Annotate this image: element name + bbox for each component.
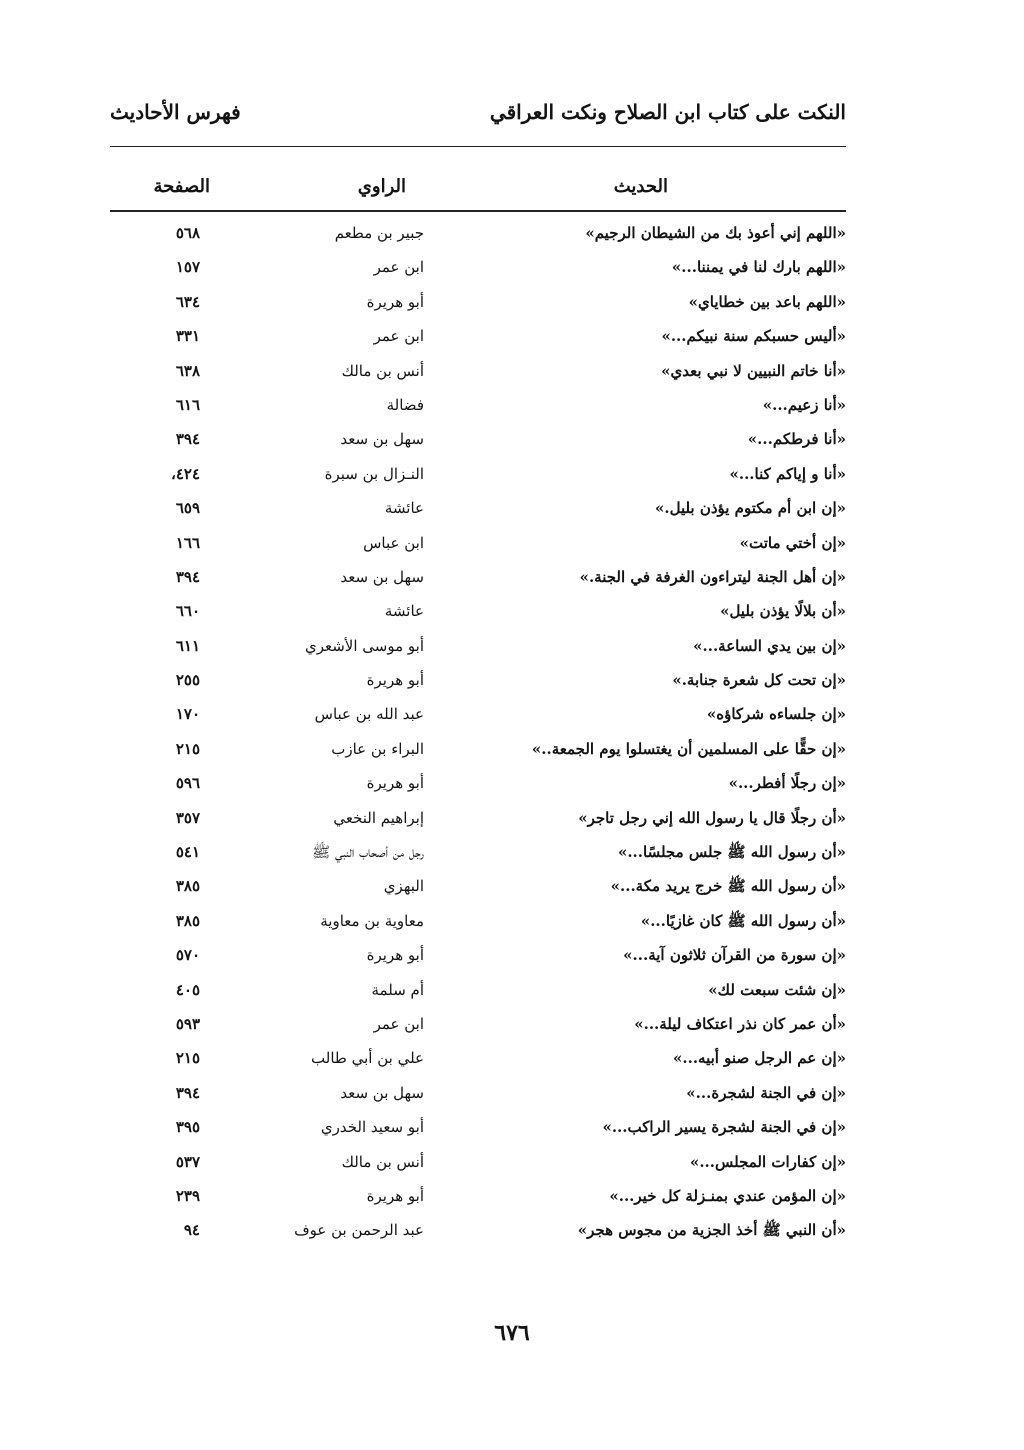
hadith-text: «أنا خاتم النبيين لا نبي بعدي» <box>661 361 846 380</box>
hadith-text: «اللهم باعد بين خطاياي» <box>688 292 846 311</box>
narrator-name: أبو هريرة <box>366 946 424 965</box>
narrator-name: رجل من أصحاب النبي ﷺ <box>312 843 424 862</box>
table-row <box>110 1041 846 1075</box>
hadith-text: «إن عم الرجل صنو أبيه...» <box>673 1049 846 1068</box>
narrator-name: أنس بن مالك <box>341 1152 424 1171</box>
table-row <box>110 216 846 250</box>
hadith-text: «أن رسول الله ﷺ كان غازيًا...» <box>640 911 846 930</box>
hadith-text: «أنا فرطكم...» <box>747 430 846 449</box>
page-ref: ٦١٦ <box>175 395 200 414</box>
narrator-name: ابن عمر <box>373 1014 424 1033</box>
column-headers <box>110 172 846 212</box>
hadith-text: «إن حقًّا على المسلمين أن يغتسلوا يوم الجمعة..» <box>531 739 846 758</box>
table-row <box>110 526 846 560</box>
page-ref: ٦١١ <box>175 636 200 655</box>
table-row <box>110 1213 846 1247</box>
hadith-text: «أن بلالًا يؤذن بليل» <box>720 602 846 621</box>
narrator-name: ابن عباس <box>363 533 424 552</box>
table-row <box>110 766 846 800</box>
page-ref: ٤٠٥ <box>175 980 200 999</box>
page-ref: ٦٥٩ <box>175 499 200 518</box>
table-row <box>110 732 846 766</box>
table-row <box>110 869 846 903</box>
narrator-name: عبد الرحمن بن عوف <box>294 1221 424 1240</box>
table-row <box>110 388 846 422</box>
narrator-name: فضالة <box>386 395 424 414</box>
hadith-text: «أن رسول الله ﷺ خرج يريد مكة...» <box>610 877 846 896</box>
table-row <box>110 904 846 938</box>
hadith-text: «أنا و إياكم كنا...» <box>729 464 846 483</box>
hadith-text: «إن أهل الجنة ليتراءون الغرفة في الجنة.» <box>579 567 846 586</box>
table-row <box>110 1179 846 1213</box>
narrator-name: أبو هريرة <box>366 292 424 311</box>
page-ref: ٤٢٤، <box>170 464 200 483</box>
page-ref: ٣٩٤ <box>175 567 200 586</box>
page-ref: ٢٣٩ <box>175 1186 200 1205</box>
page-ref: ١٧٠ <box>175 705 200 724</box>
table-row <box>110 801 846 835</box>
column-header-hadith: الحديث <box>613 176 668 197</box>
page-ref: ٦٦٠ <box>175 602 200 621</box>
narrator-name: علي بن أبي طالب <box>311 1049 424 1068</box>
hadith-text: «إن كفارات المجلس...» <box>689 1152 846 1171</box>
page-ref: ٥٣٧ <box>175 1152 200 1171</box>
table-row <box>110 629 846 663</box>
table-row <box>110 457 846 491</box>
hadith-text: «إن بين يدي الساعة...» <box>693 636 846 655</box>
table-row <box>110 1007 846 1041</box>
section-title: فهرس الأحاديث <box>110 100 241 124</box>
book-title: النكت على كتاب ابن الصلاح ونكت العراقي <box>489 100 846 124</box>
page-ref: ٥٧٠ <box>175 946 200 965</box>
narrator-name: إبراهيم النخعي <box>333 808 424 827</box>
page-ref: ٦٣٤ <box>175 292 200 311</box>
table-row <box>110 697 846 731</box>
narrator-name: عبد الله بن عباس <box>314 705 424 724</box>
hadith-text: «إن المؤمن عندي بمنـزلة كل خير...» <box>609 1186 846 1205</box>
narrator-name: عائشة <box>384 602 424 621</box>
table-row <box>110 560 846 594</box>
narrator-name: النـزال بن سبرة <box>324 464 424 483</box>
page-ref: ٣٩٤ <box>175 430 200 449</box>
hadith-text: «أن رجلًا قال يا رسول الله إني رجل تاجر» <box>578 808 846 827</box>
hadith-text: «إن أختي ماتت» <box>739 533 846 552</box>
header-divider <box>110 146 846 147</box>
running-header <box>110 100 846 140</box>
table-row <box>110 491 846 525</box>
page-ref: ٣٣١ <box>175 327 200 346</box>
hadith-text: «إن في الجنة لشجرة...» <box>686 1083 846 1102</box>
table-row <box>110 285 846 319</box>
page-ref: ٣٨٥ <box>175 877 200 896</box>
hadith-text: «إن رجلًا أفطر...» <box>728 774 846 793</box>
narrator-name: سهل بن سعد <box>340 430 424 449</box>
narrator-name: أبو هريرة <box>366 671 424 690</box>
page-ref: ٥٤١ <box>175 843 200 862</box>
hadith-text: «أن عمر كان نذر اعتكاف ليلة...» <box>634 1014 846 1033</box>
hadith-text: «إن في الجنة لشجرة يسير الراكب...» <box>602 1118 846 1137</box>
narrator-name: معاوية بن معاوية <box>320 911 424 930</box>
narrator-name: أبو سعيد الخدري <box>320 1118 424 1137</box>
hadith-text: «أن النبي ﷺ أخذ الجزية من مجوس هجر» <box>577 1221 846 1240</box>
page-ref: ٦٣٨ <box>175 361 200 380</box>
page-ref: ٥٩٣ <box>175 1014 200 1033</box>
page-number: ٦٧٦ <box>494 1320 530 1346</box>
narrator-name: ابن عمر <box>373 258 424 277</box>
hadith-text: «إن تحت كل شعرة جنابة.» <box>672 671 846 690</box>
index-rows <box>110 216 846 1248</box>
hadith-text: «إن ابن أم مكتوم يؤذن بليل.» <box>654 499 846 518</box>
hadith-text: «إن سورة من القرآن ثلاثون آية...» <box>623 946 846 965</box>
narrator-name: أبو موسى الأشعري <box>304 636 424 655</box>
narrator-name: ابن عمر <box>373 327 424 346</box>
narrator-name: سهل بن سعد <box>340 1083 424 1102</box>
table-row <box>110 938 846 972</box>
page-ref: ٣٨٥ <box>175 911 200 930</box>
table-row <box>110 1145 846 1179</box>
page-ref: ٢١٥ <box>175 1049 200 1068</box>
page-ref: ١٦٦ <box>175 533 200 552</box>
narrator-name: أبو هريرة <box>366 774 424 793</box>
table-row <box>110 354 846 388</box>
hadith-text: «إن جلساءه شركاؤه» <box>706 705 846 724</box>
page-ref: ١٥٧ <box>175 258 200 277</box>
narrator-name: سهل بن سعد <box>340 567 424 586</box>
narrator-name: أنس بن مالك <box>341 361 424 380</box>
hadith-text: «أليس حسبكم سنة نبيكم...» <box>661 327 846 346</box>
narrator-name: جبير بن مطعم <box>334 224 424 242</box>
page-ref: ٣٥٧ <box>175 808 200 827</box>
hadith-text: «أن رسول الله ﷺ جلس مجلسًا...» <box>617 843 846 862</box>
page-ref: ٥٩٦ <box>175 774 200 793</box>
narrator-name: البهزي <box>383 877 424 896</box>
page-ref: ٩٤ <box>183 1221 200 1240</box>
column-header-page: الصفحة <box>153 176 210 197</box>
table-row <box>110 250 846 284</box>
hadith-text: «أنا زعيم...» <box>762 395 846 414</box>
hadith-text: «اللهم إني أعوذ بك من الشيطان الرجيم» <box>585 224 846 242</box>
page-ref: ٢١٥ <box>175 739 200 758</box>
narrator-name: أبو هريرة <box>366 1186 424 1205</box>
narrator-name: البراء بن عازب <box>331 739 424 758</box>
page-ref: ٥٦٨ <box>175 224 200 242</box>
table-row <box>110 973 846 1007</box>
table-row <box>110 1076 846 1110</box>
page-ref: ٢٥٥ <box>175 671 200 690</box>
table-row <box>110 663 846 697</box>
hadith-text: «اللهم بارك لنا في يمننا...» <box>671 258 846 277</box>
narrator-name: أم سلمة <box>371 980 424 999</box>
page-ref: ٣٩٤ <box>175 1083 200 1102</box>
hadith-index-table <box>110 172 846 1248</box>
table-row <box>110 422 846 456</box>
table-row <box>110 319 846 353</box>
table-row <box>110 835 846 869</box>
page-ref: ٣٩٥ <box>175 1118 200 1137</box>
narrator-name: عائشة <box>384 499 424 518</box>
table-row <box>110 1110 846 1144</box>
table-row <box>110 594 846 628</box>
hadith-text: «إن شئت سبعت لك» <box>708 980 846 999</box>
column-header-narrator: الراوي <box>357 176 406 197</box>
